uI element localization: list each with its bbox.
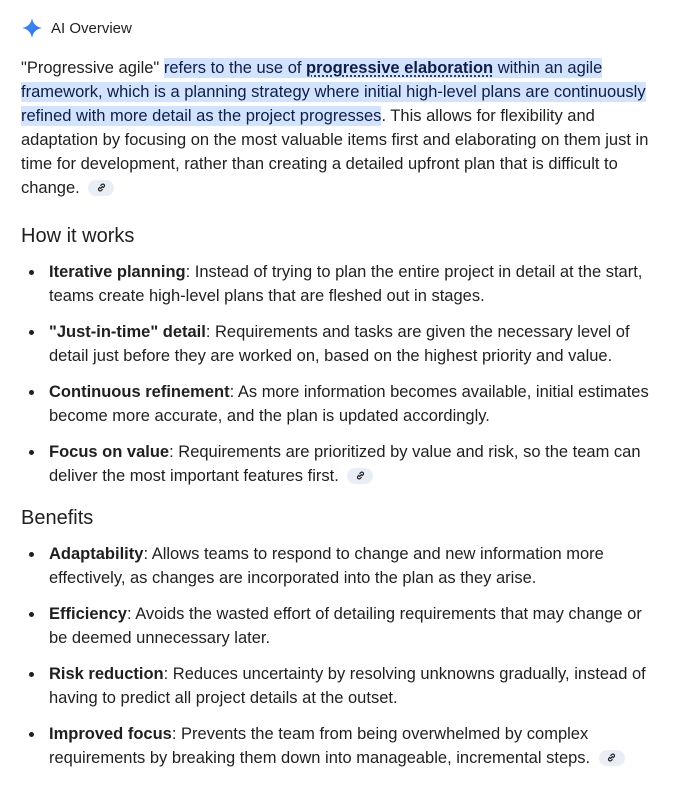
link-icon [606,752,617,763]
link-icon [355,470,366,481]
source-link-chip[interactable] [347,468,373,484]
benefits-list [21,542,661,770]
list-item: Adaptability: Allows teams to respond to change and new information more effectively, as changes are incorporated into the plan as they arise. [21,542,661,590]
source-link-chip[interactable] [88,180,114,196]
list-item: Improved focus: Prevents the team from being overwhelmed by complex requirements by breaking them down into manageable, incremental steps. [21,722,661,770]
intro-lead: "Progressive agile" [21,59,164,77]
ai-overview-header [21,14,661,42]
list-item: Iterative planning: Instead of trying to plan the entire project in detail at the start, teams create high-level plans that are fleshed out in stages. [21,260,661,308]
link-icon [96,182,107,193]
highlighted-definition[interactable]: refers to the use of progressive elaboration within an agile framework, which is a planning strategy where initial high-level plans are continuously refined with more detail as the project progresses [21,59,646,125]
list-item: Risk reduction: Reduces uncertainty by resolving unknowns gradually, instead of having to predict all project details at the outset. [21,662,661,710]
term-progressive-elaboration[interactable]: progressive elaboration [306,59,494,77]
intro-paragraph [21,56,661,200]
section-heading-benefits: Benefits [21,507,94,529]
section-heading-how-it-works: How it works [21,225,135,247]
source-link-chip[interactable] [599,750,625,766]
list-item: Efficiency: Avoids the wasted effort of detailing requirements that may change or be deemed unnecessary later. [21,602,661,650]
gemini-sparkle-icon [21,17,43,39]
list-item: "Just-in-time" detail: Requirements and tasks are given the necessary level of detail just before they are worked on, based on the highest priority and value. [21,320,661,368]
intro-tail: . This allows for flexibility and adaptation by focusing on the most valuable items first and elaborating on them just in time for development, rather than creating a detailed upfront plan that is difficult to change. [21,107,649,197]
ai-overview-panel [21,14,661,786]
list-item: Focus on value: Requirements are prioritized by value and risk, so the team can deliver the most important features first. [21,440,661,488]
list-item: Continuous refinement: As more information becomes available, initial estimates become more accurate, and the plan is updated accordingly. [21,380,661,428]
how-it-works-list [21,260,661,488]
ai-overview-title: AI Overview [51,19,132,37]
